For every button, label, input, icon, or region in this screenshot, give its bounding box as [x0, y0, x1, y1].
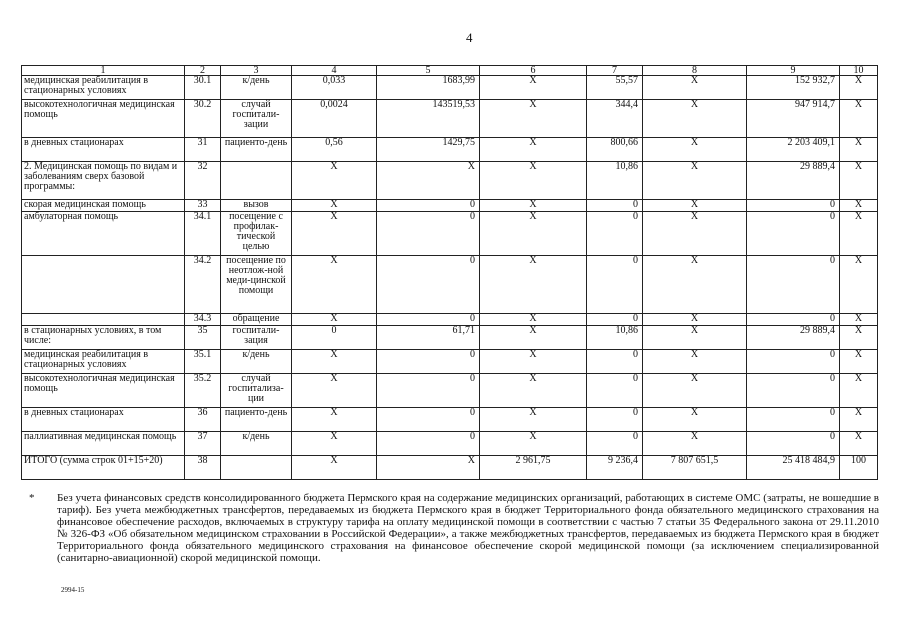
table-cell: Х: [840, 76, 878, 100]
row-label-cell: медицинская реабилитация в стационарных условиях: [22, 76, 185, 100]
table-cell: к/день: [221, 76, 292, 100]
table-cell: Х: [292, 408, 377, 432]
row-label-cell: высокотехнологичная медицинская помощь: [22, 100, 185, 138]
table-cell: 0: [377, 374, 480, 408]
table-cell: 1683,99: [377, 76, 480, 100]
header-cell: 6: [480, 66, 587, 76]
table-cell: 0: [587, 350, 643, 374]
table-cell: 29 889,4: [747, 162, 840, 200]
table-cell: Х: [840, 326, 878, 350]
table-cell: 0: [587, 408, 643, 432]
row-label-cell: паллиативная медицинская помощь: [22, 432, 185, 456]
table-cell: 35: [185, 326, 221, 350]
table-cell: 34.1: [185, 212, 221, 256]
table-cell: пациенто-день: [221, 408, 292, 432]
table-cell: 0: [747, 256, 840, 314]
table-row: [22, 256, 878, 314]
table-cell: 0: [747, 432, 840, 456]
table-cell: 10,86: [587, 326, 643, 350]
table-cell: 0: [377, 314, 480, 326]
table-cell: к/день: [221, 350, 292, 374]
header-cell: 3: [221, 66, 292, 76]
table-cell: 0: [377, 432, 480, 456]
table-cell: Х: [377, 456, 480, 480]
document-code: 2994-15: [61, 586, 85, 594]
table-cell: 33: [185, 200, 221, 212]
table-cell: 2 203 409,1: [747, 138, 840, 162]
table-cell: Х: [840, 256, 878, 314]
table-row: [22, 374, 878, 408]
table-cell: госпитали-зация: [221, 326, 292, 350]
header-cell: 5: [377, 66, 480, 76]
table-cell: Х: [292, 374, 377, 408]
footnote-text: Без учета финансовых средств консолидированного бюджета Пермского края на содержание медицинских организаций, работающих в системе ОМС (затраты, не вошедшие в тариф). Без учета межбюджетных трансфертов, передаваемых из бюджета Пермского края в бюджет Территориального фонда обязательного медицинского страхования на финансовое обеспечение расходов, включаемых в структуру тарифа на оплату медицинской помощи в соответствии с частью 7 статьи 35 Федерального закона от 29.11.2010 № 326-ФЗ «Об обязательном медицинском страховании в Российской Федерации», а также межбюджетных трансфертов, передаваемых из бюджета Пермского края в бюджет Территориального фонда обязательного медицинского страхования на финансовое обеспечение скорой медицинской помощи (за исключением специализированной (санитарно-авиационной) скорой медицинской помощи.: [57, 492, 879, 564]
table-cell: 0: [587, 212, 643, 256]
table-cell: пациенто-день: [221, 138, 292, 162]
table-row: [22, 350, 878, 374]
table-cell: 30.1: [185, 76, 221, 100]
table-cell: Х: [292, 350, 377, 374]
table-cell: Х: [643, 314, 747, 326]
table-cell: 0: [377, 200, 480, 212]
table-cell: 152 932,7: [747, 76, 840, 100]
table-row: [22, 456, 878, 480]
table-cell: Х: [840, 138, 878, 162]
table-cell: Х: [480, 432, 587, 456]
footnote-marker: *: [29, 492, 35, 504]
table-cell: Х: [480, 256, 587, 314]
table-cell: 10,86: [587, 162, 643, 200]
table-cell: вызов: [221, 200, 292, 212]
table-cell: 344,4: [587, 100, 643, 138]
table-cell: Х: [643, 256, 747, 314]
table-cell: к/день: [221, 432, 292, 456]
row-label-cell: ИТОГО (сумма строк 01+15+20): [22, 456, 185, 480]
table-cell: 29 889,4: [747, 326, 840, 350]
table-row: [22, 326, 878, 350]
data-table: [21, 65, 878, 480]
table-row: [22, 200, 878, 212]
table-cell: Х: [643, 374, 747, 408]
table-cell: Х: [643, 76, 747, 100]
table-cell: 35.1: [185, 350, 221, 374]
table-cell: Х: [643, 326, 747, 350]
table-cell: Х: [480, 314, 587, 326]
table-cell: 947 914,7: [747, 100, 840, 138]
table-cell: 0,56: [292, 138, 377, 162]
table-cell: случай госпитализа-ции: [221, 374, 292, 408]
table-cell: 25 418 484,9: [747, 456, 840, 480]
table-cell: Х: [840, 200, 878, 212]
header-cell: 10: [840, 66, 878, 76]
table-cell: Х: [480, 326, 587, 350]
table-cell: Х: [480, 212, 587, 256]
row-label-cell: в дневных стационарах: [22, 408, 185, 432]
row-label-cell: в дневных стационарах: [22, 138, 185, 162]
table-cell: Х: [643, 432, 747, 456]
table-cell: 9 236,4: [587, 456, 643, 480]
header-row: [22, 66, 878, 76]
table-cell: Х: [480, 162, 587, 200]
table-cell: Х: [292, 212, 377, 256]
table-cell: Х: [840, 350, 878, 374]
table-cell: Х: [840, 162, 878, 200]
table-cell: Х: [643, 100, 747, 138]
table-cell: Х: [377, 162, 480, 200]
table-cell: 0,033: [292, 76, 377, 100]
table-cell: [221, 162, 292, 200]
table-row: [22, 138, 878, 162]
table-cell: 0: [377, 350, 480, 374]
table-cell: Х: [480, 76, 587, 100]
table-cell: Х: [643, 162, 747, 200]
row-label-cell: [22, 314, 185, 326]
table-cell: 38: [185, 456, 221, 480]
row-label-cell: в стационарных условиях, в том числе:: [22, 326, 185, 350]
table-cell: Х: [643, 212, 747, 256]
table-cell: 7 807 651,5: [643, 456, 747, 480]
table-cell: 800,66: [587, 138, 643, 162]
row-label-cell: 2. Медицинская помощь по видам и заболеваниям сверх базовой программы:: [22, 162, 185, 200]
table-cell: 0: [377, 212, 480, 256]
table-cell: Х: [292, 256, 377, 314]
table-cell: 0: [747, 314, 840, 326]
table-cell: Х: [480, 138, 587, 162]
table-cell: Х: [840, 408, 878, 432]
table-cell: 61,71: [377, 326, 480, 350]
table-cell: 0: [377, 408, 480, 432]
table-cell: Х: [840, 100, 878, 138]
table-cell: 100: [840, 456, 878, 480]
table-cell: 34.3: [185, 314, 221, 326]
table-cell: 0: [292, 326, 377, 350]
table-row: [22, 408, 878, 432]
table-cell: Х: [292, 162, 377, 200]
table-cell: 0: [747, 350, 840, 374]
table-cell: 37: [185, 432, 221, 456]
table-row: [22, 212, 878, 256]
table-cell: Х: [480, 100, 587, 138]
table-cell: 36: [185, 408, 221, 432]
table-cell: Х: [292, 200, 377, 212]
row-label-cell: скорая медицинская помощь: [22, 200, 185, 212]
table-cell: Х: [643, 408, 747, 432]
table-cell: 0: [587, 200, 643, 212]
table-cell: случай госпитали-зации: [221, 100, 292, 138]
table-cell: 0: [377, 256, 480, 314]
header-cell: 8: [643, 66, 747, 76]
table-row: [22, 432, 878, 456]
page-number: 4: [466, 30, 473, 45]
table-cell: Х: [643, 350, 747, 374]
table-cell: 55,57: [587, 76, 643, 100]
table-cell: 0: [747, 374, 840, 408]
table-cell: Х: [292, 456, 377, 480]
table-cell: 0: [747, 212, 840, 256]
table-cell: Х: [480, 408, 587, 432]
table-cell: Х: [840, 374, 878, 408]
table-cell: Х: [840, 212, 878, 256]
table-cell: 31: [185, 138, 221, 162]
table-cell: посещение с профилак-тической целью: [221, 212, 292, 256]
table-cell: 0: [747, 408, 840, 432]
table-cell: обращение: [221, 314, 292, 326]
table-row: [22, 162, 878, 200]
table-row: [22, 76, 878, 100]
header-cell: 2: [185, 66, 221, 76]
table-cell: Х: [480, 374, 587, 408]
table-cell: Х: [292, 314, 377, 326]
table-cell: 0: [587, 314, 643, 326]
table-row: [22, 100, 878, 138]
table-cell: Х: [643, 138, 747, 162]
footnote: [29, 492, 879, 564]
table-cell: 1429,75: [377, 138, 480, 162]
table-row: [22, 314, 878, 326]
table-cell: Х: [840, 432, 878, 456]
table-cell: 143519,53: [377, 100, 480, 138]
table-cell: посещение по неотлож-ной меди-цинской помощи: [221, 256, 292, 314]
row-label-cell: [22, 256, 185, 314]
table-cell: 0: [587, 374, 643, 408]
header-cell: 4: [292, 66, 377, 76]
table-cell: [221, 456, 292, 480]
table-cell: Х: [643, 200, 747, 212]
table-cell: Х: [480, 200, 587, 212]
table-cell: 32: [185, 162, 221, 200]
table-cell: Х: [292, 432, 377, 456]
table-cell: 0,0024: [292, 100, 377, 138]
row-label-cell: высокотехнологичная медицинская помощь: [22, 374, 185, 408]
table-cell: 0: [587, 256, 643, 314]
table-cell: 2 961,75: [480, 456, 587, 480]
row-label-cell: амбулаторная помощь: [22, 212, 185, 256]
row-label-cell: медицинская реабилитация в стационарных условиях: [22, 350, 185, 374]
table-cell: Х: [840, 314, 878, 326]
table-cell: 0: [747, 200, 840, 212]
table-cell: 34.2: [185, 256, 221, 314]
table-cell: 30.2: [185, 100, 221, 138]
table-cell: 0: [587, 432, 643, 456]
header-cell: 1: [22, 66, 185, 76]
header-cell: 7: [587, 66, 643, 76]
table-cell: 35.2: [185, 374, 221, 408]
table-cell: Х: [480, 350, 587, 374]
header-cell: 9: [747, 66, 840, 76]
